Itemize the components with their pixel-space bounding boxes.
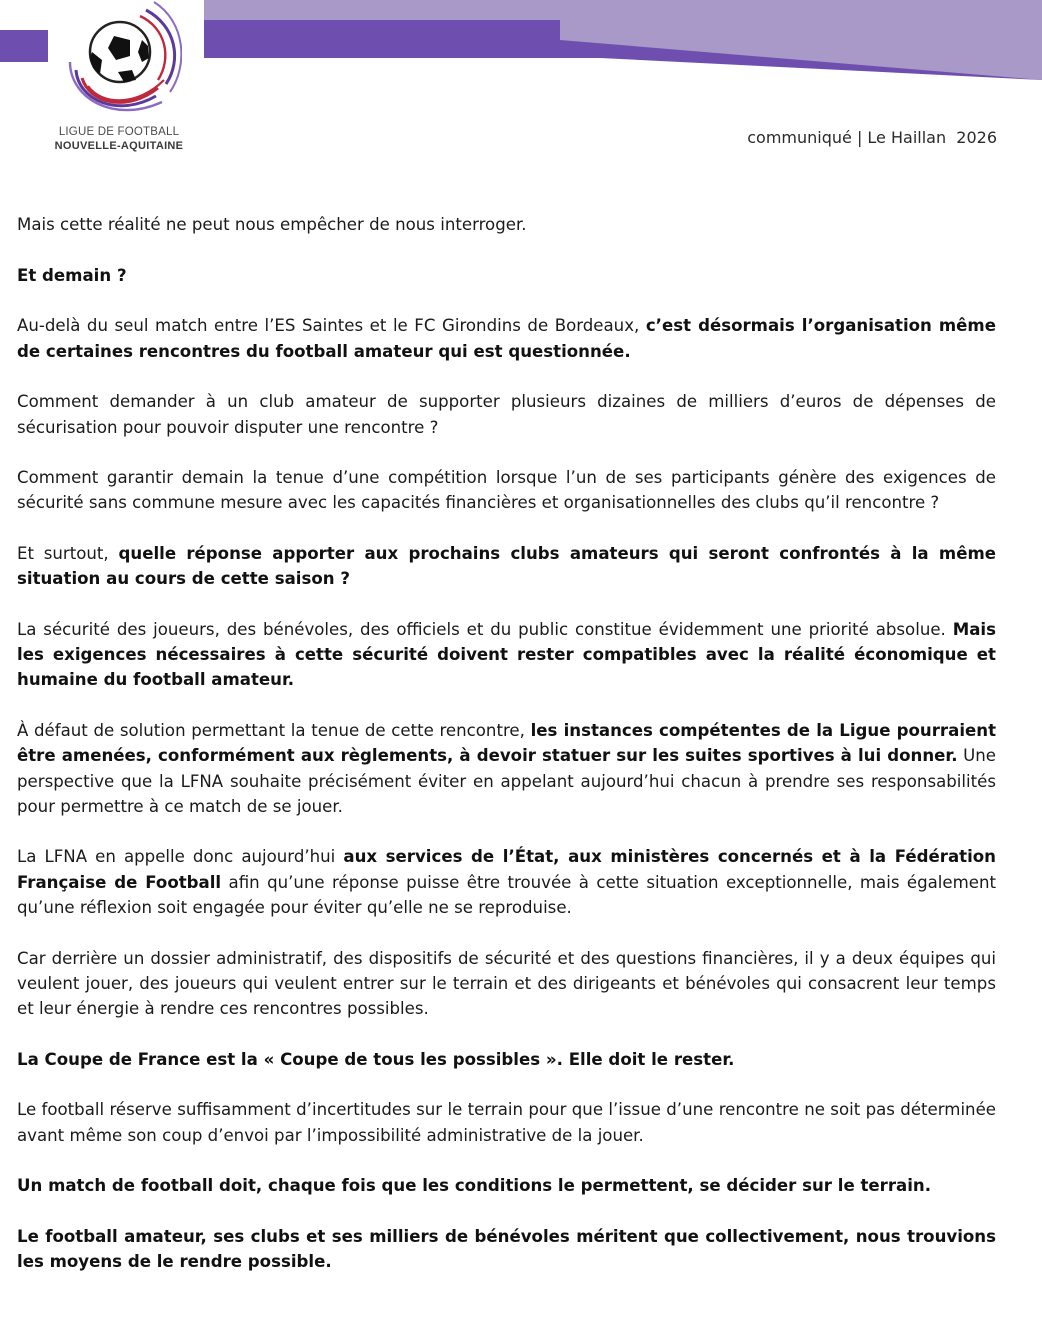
paragraph-bold-text: les instances compétentes de la Ligue pourraient être amenées, conformément aux règlements, à devoir statuer sur les suites sportives à lui donner.: [17, 721, 997, 766]
paragraph-5: [17, 465, 996, 515]
paragraph-11: [17, 1047, 996, 1072]
paragraph-7: [17, 617, 996, 693]
paragraph-text: Mais cette réalité ne peut nous empêcher de nous interroger.: [17, 215, 527, 234]
banner-primary-band-mid: [200, 20, 560, 40]
paragraph-text: La sécurité des joueurs, des bénévoles, des officiels et du public constitue évidemment une priorité absolue.: [17, 620, 953, 640]
paragraph-13: [17, 1173, 996, 1198]
paragraph-text: Une perspective que la LFNA souhaite précisément éviter en appelant aujourd’hui chacun à prendre ses responsabilités pour permettre à ce match de se jouer.: [17, 746, 996, 816]
communique-header: communiqué | Le Haillan 2026: [747, 128, 997, 147]
paragraph-text: Car derrière un dossier administratif, des dispositifs de sécurité et des questions financières, il y a deux équipes qui veulent jouer, des joueurs qui veulent entrer sur le terrain et des dirigeants et bénévoles qui consacrent leur temps et leur énergie à rendre ces rencontres possibles.: [17, 948, 996, 1018]
paragraph-12: [17, 1097, 996, 1147]
paragraph-text: La LFNA en appelle donc aujourd’hui: [17, 847, 344, 867]
league-logo: [48, 0, 204, 164]
logo-text-line2: NOUVELLE-AQUITAINE: [54, 140, 184, 152]
paragraph-text: Le football réserve suffisamment d’incertitudes sur le terrain pour que l’issue d’une rencontre ne soit pas déterminée avant même son coup d’envoi par l’impossibilité administrative de la jouer.: [17, 1100, 996, 1145]
paragraph-1: [17, 212, 996, 237]
paragraph-10: [17, 946, 996, 1022]
paragraph-8: [17, 718, 996, 819]
paragraph-bold-text: Un match de football doit, chaque fois que les conditions le permettent, se décider sur le terrain.: [17, 1176, 932, 1196]
paragraph-2: [17, 263, 996, 288]
paragraph-bold-text: c’est désormais l’organisation même de certaines rencontres du football amateur qui est questionnée.: [17, 316, 996, 361]
paragraph-bold-text: La Coupe de France est la « Coupe de tous les possibles ». Elle doit le rester.: [17, 1049, 735, 1069]
paragraph-14: [17, 1224, 996, 1274]
communique-body: [17, 212, 996, 1300]
football-ball-icon: [58, 0, 182, 124]
paragraph-bold-text: Le football amateur, ses clubs et ses milliers de bénévoles méritent que collectivement, nous trouvions les moyens de le rendre possible.: [17, 1226, 996, 1272]
paragraph-text: Comment demander à un club amateur de supporter plusieurs dizaines de milliers d’euros de dépenses de sécurisation pour pouvoir disputer une rencontre ?: [17, 392, 996, 437]
paragraph-6: [17, 541, 996, 591]
paragraph-text: Au-delà du seul match entre l’ES Saintes et le FC Girondins de Bordeaux,: [17, 316, 646, 336]
paragraph-3: [17, 313, 996, 363]
paragraph-bold-text: aux services de l’État, aux ministères concernés et à la Fédération Française de Football: [17, 847, 996, 892]
paragraph-text: Et surtout,: [17, 544, 119, 564]
paragraph-bold-text: quelle réponse apporter aux prochains clubs amateurs qui seront confrontés à la même situation au cours de cette saison ?: [17, 544, 997, 589]
paragraph-9: [17, 844, 996, 920]
paragraph-bold-text: Et demain ?: [17, 265, 127, 285]
paragraph-4: [17, 389, 996, 439]
paragraph-text: Comment garantir demain la tenue d’une compétition lorsque l’un de ses participants génère des exigences de sécurité sans commune mesure avec les capacités financières et organisationnelles des clubs qu’il rencontre ?: [17, 468, 996, 513]
paragraph-text: afin qu’une réponse puisse être trouvée à cette situation exceptionnelle, mais également qu’une réflexion soit engagée pour éviter qu’elle ne se reproduise.: [17, 872, 997, 917]
logo-text-line1: LIGUE DE FOOTBALL: [58, 126, 180, 138]
paragraph-text: À défaut de solution permettant la tenue de cette rencontre,: [17, 721, 531, 741]
paragraph-bold-text: Mais les exigences nécessaires à cette sécurité doivent rester compatibles avec la réalité économique et humaine du football amateur.: [17, 620, 996, 690]
